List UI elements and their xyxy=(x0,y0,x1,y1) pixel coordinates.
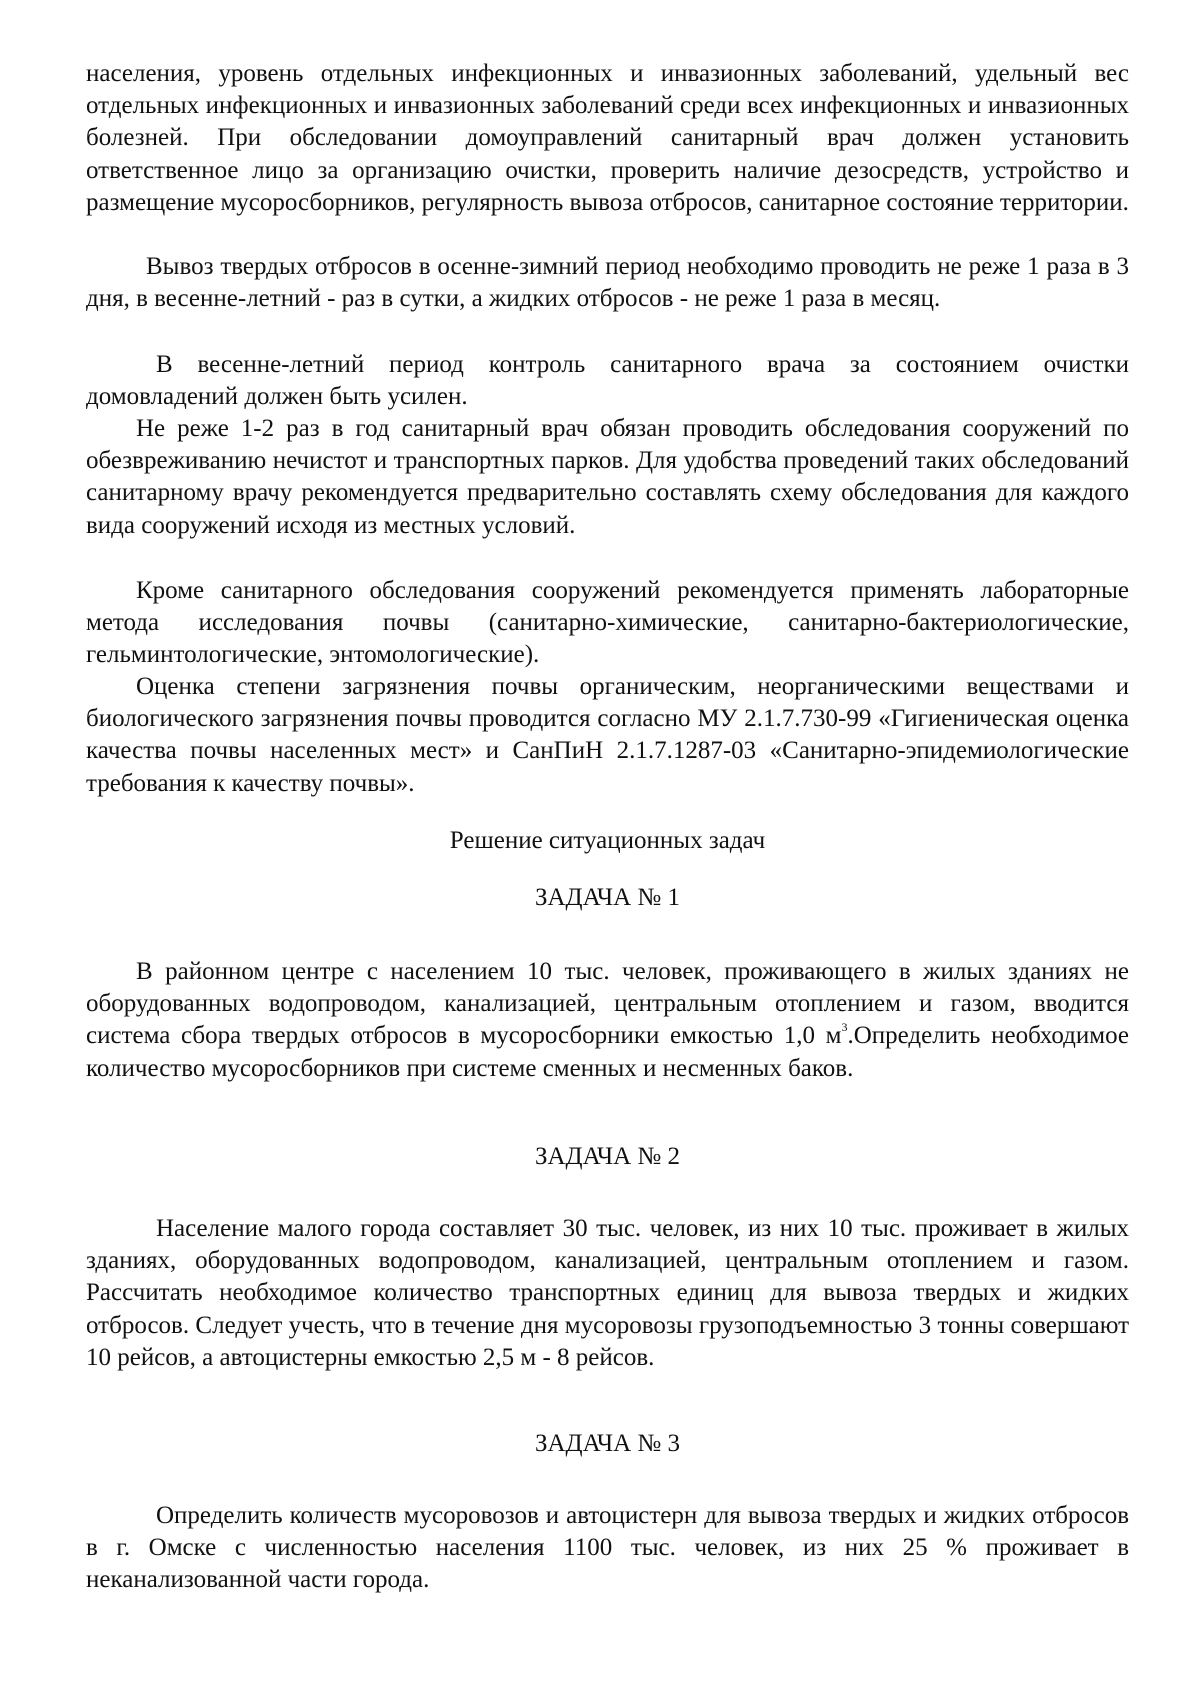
paragraph-waste-removal-frequency: Вывоз твердых отбросов в осенне-зимний период необходимо проводить не реже 1 раза в 3 дня, в весенне-летний - раз в сутки, а жидких отбросов - не реже 1 раза в месяц. xyxy=(86,253,1129,313)
paragraph-spring-summer-control: В весенне-летний период контроль санитарного врача за состоянием очистки домовладений должен быть усилен. xyxy=(86,351,1129,411)
task-1-text xyxy=(86,956,1129,1085)
task-2-text: Население малого города составляет 30 тыс. человек, из них 10 тыс. проживает в жилых зданиях, оборудованных водопроводом, канализацией, центральным отоплением и газом. Рассчитать необходимое количество транспортных единиц для вывоза твердых и жидких отбросов. Следует учесть, что в течение дня мусоровозы грузоподъемностью 3 тонны совершают 10 рейсов, а автоцистерны емкостью 2,5 м - 8 рейсов. xyxy=(86,1215,1129,1371)
paragraph-soil-assessment: Оценка степени загрязнения почвы органическим, неорганическими веществами и биологического загрязнения почвы проводится согласно МУ 2.1.7.730-99 «Гигиеническая оценка качества почвы населенных мест» и СанПиН 2.1.7.1287-03 «Санитарно-эпидемиологические требования к качеству почвы». xyxy=(86,673,1129,797)
paragraph-population-stats: населения, уровень отдельных инфекционных и инвазионных заболеваний, удельный вес отдельных инфекционных и инвазионных заболеваний среди всех инфекционных и инвазионных болезней. При обследовании домоуправлений санитарный врач должен установить ответственное лицо за организацию очистки, проверить наличие дезосредств, устройство и размещение мусоросборников, регулярность вывоза отбросов, санитарное состояние территории. xyxy=(86,60,1129,216)
task-2-heading: ЗАДАЧА № 2 xyxy=(534,1143,681,1170)
task-1-heading: ЗАДАЧА № 1 xyxy=(534,884,681,911)
task-1-text-after: .Определить необходимое количество мусоросборников при системе сменных и несменных баков. xyxy=(86,1022,1129,1082)
section-heading: Решение ситуационных задач xyxy=(449,827,766,854)
task-1-superscript: 3 xyxy=(841,1020,848,1035)
task-3-heading: ЗАДАЧА № 3 xyxy=(534,1430,681,1457)
paragraph-annual-inspections: Не реже 1-2 раз в год санитарный врач обязан проводить обследования сооружений по обезвреживанию нечистот и транспортных парков. Для удобства проведений таких обследований санитарному врачу рекомендуется предварительно составлять схему обследования для каждого вида сооружений исходя из местных условий. xyxy=(86,415,1129,539)
task-3-text: Определить количеств мусоровозов и автоцистерн для вывоза твердых и жидких отбросов в г. Омске с численностью населения 1100 тыс. человек, из них 25 % проживает в неканализованной части города. xyxy=(86,1502,1129,1594)
paragraph-laboratory-methods: Кроме санитарного обследования сооружений рекомендуется применять лабораторные метода исследования почвы (санитарно-химические, санитарно-бактериологические, гельминтологические, энтомологические). xyxy=(86,577,1129,669)
task-1-text-before: В районном центре с населением 10 тыс. человек, проживающего в жилых зданиях не оборудованных водопроводом, канализацией, центральным отоплением и газом, вводится система сбора твердых отбросов в мусоросборники емкостью 1,0 м xyxy=(86,958,1129,1050)
